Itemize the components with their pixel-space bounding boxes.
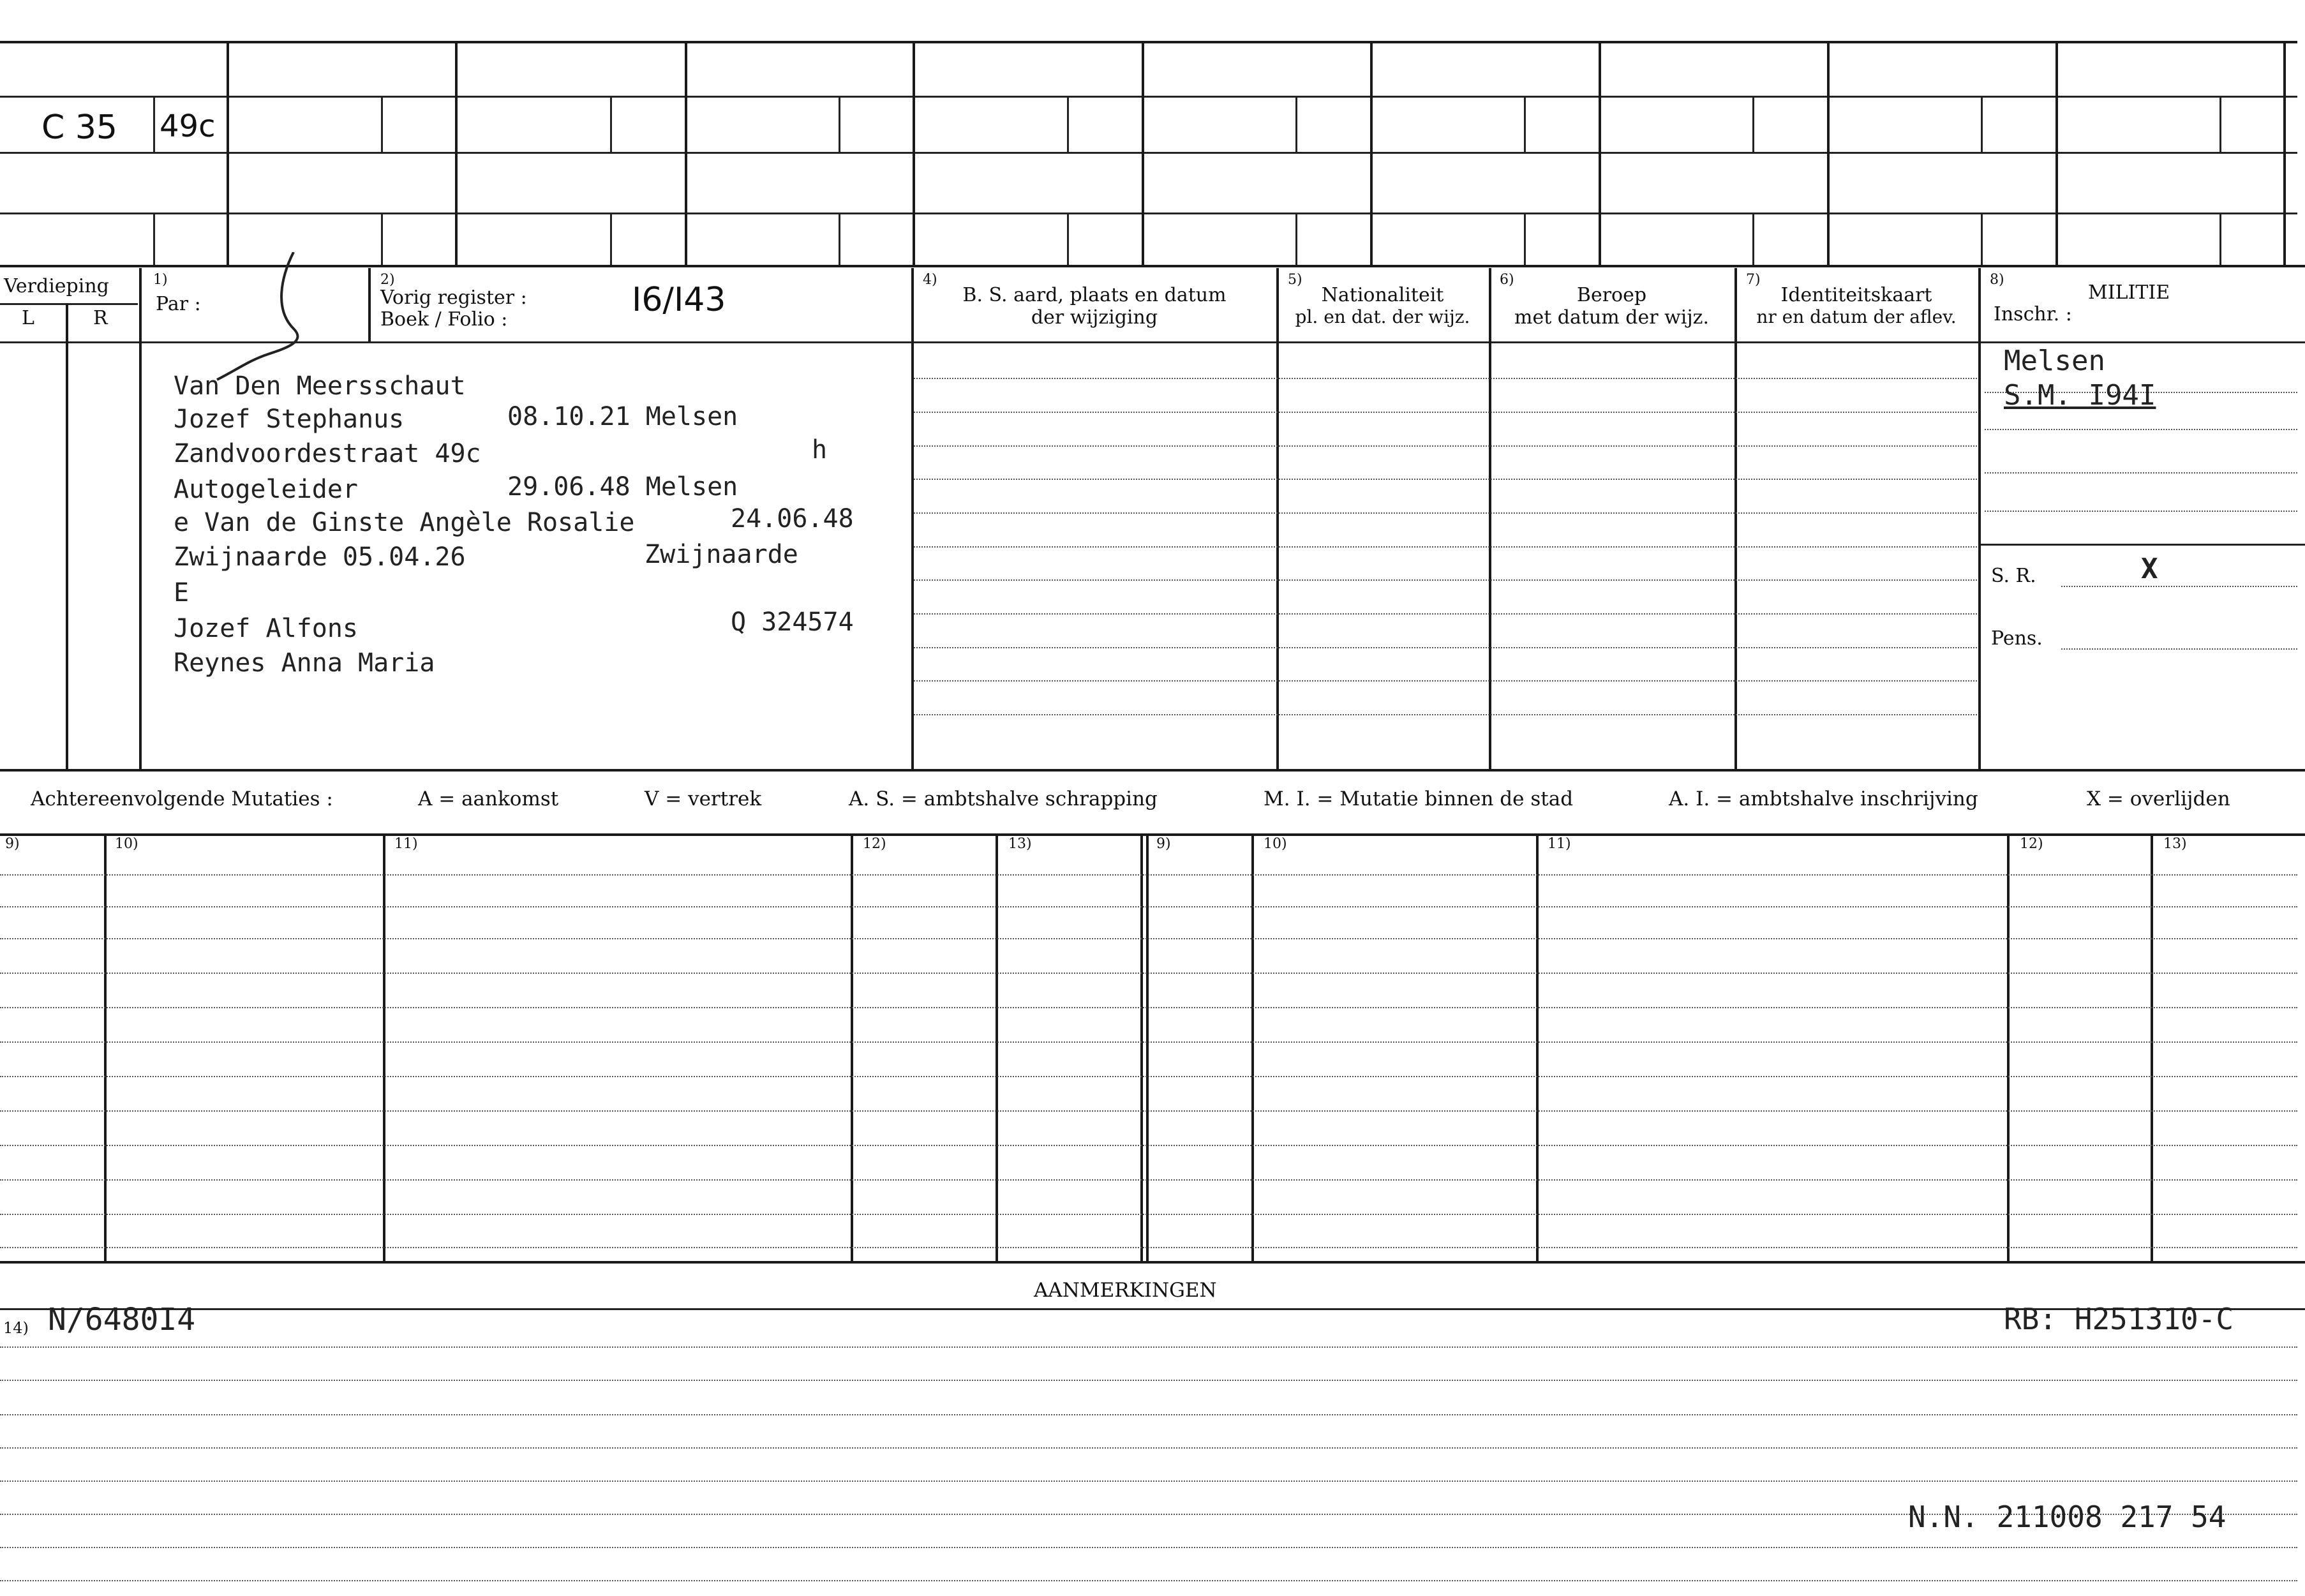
mutatie-ai: A. I. = ambtshalve inschrijving (1669, 787, 1978, 810)
col-9-right: 9) (1156, 836, 1171, 852)
col-10-left: 10) (115, 836, 138, 852)
person-line-6a: Zwijnaarde 05.04.26 (174, 542, 466, 572)
register-value: I6/I43 (632, 281, 726, 319)
aanmerkingen-title: AANMERKINGEN (1034, 1279, 1217, 1302)
col-11-right: 11) (1548, 836, 1571, 852)
col-10-right: 10) (1264, 836, 1287, 852)
person-line-5a: e Van de Ginste Angèle Rosalie (174, 508, 635, 537)
verdieping-r: R (93, 307, 108, 329)
bs-header-2: der wijziging (1031, 306, 1158, 329)
beroep-header-2: met datum der wijz. (1514, 306, 1709, 329)
sr-value: X (2141, 553, 2158, 585)
col-11-left: 11) (394, 836, 418, 852)
mutatie-v: V = vertrek (645, 787, 762, 810)
note-2: 2) (380, 272, 395, 288)
verdieping-l: L (22, 307, 34, 329)
person-line-4b: 29.06.48 Melsen (507, 472, 738, 502)
note-14: 14) (3, 1319, 29, 1337)
note-1: 1) (153, 272, 168, 288)
sr-label: S. R. (1991, 565, 2036, 587)
militie-inschr-1: Melsen (2004, 345, 2105, 377)
person-line-3b: h (812, 435, 828, 465)
aanmerkingen-rule (0, 1308, 2305, 1310)
note-5: 5) (1288, 272, 1302, 288)
mutaties-title: Achtereenvolgende Mutaties : (31, 787, 333, 810)
person-line-7: E (174, 578, 190, 608)
mutatie-x: X = overlijden (2087, 787, 2230, 810)
person-line-3a: Zandvoordestraat 49c (174, 439, 481, 468)
militie-label: MILITIE (2088, 281, 2170, 304)
rb-code: RB: H251310-C (2004, 1302, 2234, 1336)
mutatie-mi: M. I. = Mutatie binnen de stad (1264, 787, 1574, 810)
vorig-register-label: Vorig register : (380, 287, 527, 309)
pens-label: Pens. (1991, 627, 2043, 650)
nat-header-1: Nationaliteit (1321, 284, 1444, 306)
person-line-5b: 24.06.48 (731, 504, 854, 533)
code-49c: 49c (160, 108, 216, 144)
person-line-6b: Zwijnaarde (645, 540, 798, 569)
person-line-2b: 08.10.21 Melsen (507, 402, 738, 431)
person-line-8b: Q 324574 (731, 608, 854, 637)
beroep-header-1: Beroep (1576, 284, 1647, 306)
boek-folio-label: Boek / Folio : (380, 308, 508, 331)
person-line-9: Reynes Anna Maria (174, 648, 435, 678)
id-header-2: nr en datum der aflev. (1756, 306, 1957, 327)
mutatie-as: A. S. = ambtshalve schrapping (849, 787, 1158, 810)
person-line-1: Van Den Meersschaut (174, 371, 466, 401)
col-12-left: 12) (863, 836, 886, 852)
militie-inschr-2: S.M. I94I (2004, 379, 2156, 412)
note-6: 6) (1500, 272, 1514, 288)
person-line-4a: Autogeleider (174, 475, 358, 504)
inschr-label: Inschr. : (1994, 303, 2072, 325)
note-7: 7) (1746, 272, 1761, 288)
bs-header-1: B. S. aard, plaats en datum (962, 284, 1227, 306)
code-c35: C 35 (41, 108, 118, 147)
col-13-left: 13) (1008, 836, 1032, 852)
mutatie-a: A = aankomst (418, 787, 559, 810)
person-line-2a: Jozef Stephanus (174, 405, 405, 434)
note-8: 8) (1990, 272, 2004, 288)
aanmerkingen-code: N/6480I4 (48, 1302, 196, 1338)
nn-number: N.N. 211008 217 54 (1908, 1500, 2227, 1534)
col-9-left: 9) (5, 836, 20, 852)
person-line-8a: Jozef Alfons (174, 614, 358, 643)
person-block-right-border (911, 341, 914, 769)
col-13-right: 13) (2163, 836, 2187, 852)
col-12-right: 12) (2020, 836, 2043, 852)
par-label: Par : (156, 293, 201, 315)
nat-header-2: pl. en dat. der wijz. (1295, 306, 1470, 327)
verdieping-label: Verdieping (4, 275, 109, 297)
id-header-1: Identiteitskaart (1780, 284, 1932, 306)
note-4: 4) (923, 272, 937, 288)
bracket-mark (211, 252, 313, 392)
